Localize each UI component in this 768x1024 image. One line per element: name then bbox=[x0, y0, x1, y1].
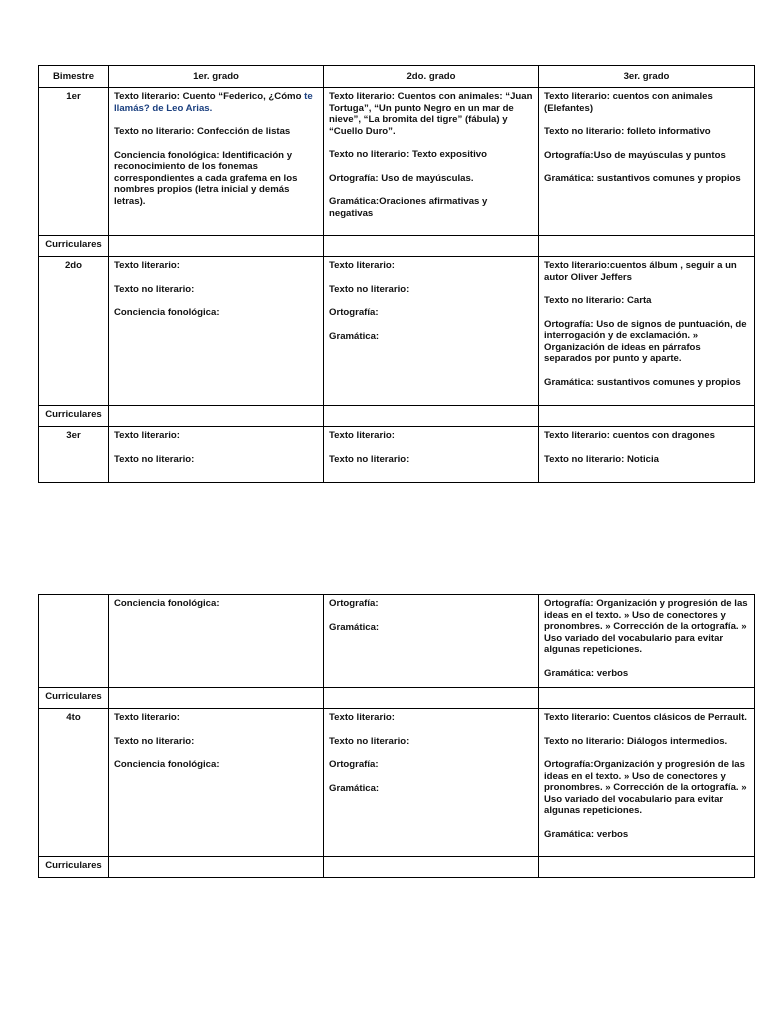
curriculares-row bbox=[39, 406, 755, 427]
cell-line: Gramática: sustantivos comunes y propios bbox=[544, 173, 741, 184]
cell-line: Ortografía: bbox=[329, 759, 379, 770]
grade-2-cell bbox=[324, 709, 539, 857]
header-grade-1: 1er. grado bbox=[109, 66, 324, 88]
empty-cell bbox=[539, 236, 755, 257]
planning-table-1 bbox=[38, 65, 755, 483]
empty-cell bbox=[324, 688, 539, 709]
period-cell: 3er bbox=[39, 427, 109, 483]
cell-line: Texto no literario: Diálogos intermedios. bbox=[544, 735, 728, 747]
empty-cell bbox=[324, 406, 539, 427]
cell-line: Texto literario: Cuentos con animales: “Juan Tortuga”, “Un punto Negro en un mar de nieve”, “La bromita del tigre” (fábula) y “Cuello Duro”. bbox=[329, 91, 533, 137]
grade-2-cell bbox=[324, 427, 539, 483]
curriculares-label: Curriculares bbox=[39, 688, 109, 709]
cell-line: Texto literario: Cuento “Federico, ¿Cómo te llamás? de Leo Arias. bbox=[114, 91, 313, 114]
grade-1-cell bbox=[109, 88, 324, 236]
cell-line: Texto no literario: Texto expositivo bbox=[329, 149, 487, 160]
grade-1-cell bbox=[109, 595, 324, 688]
grade-1-cell bbox=[109, 427, 324, 483]
empty-cell bbox=[109, 236, 324, 257]
grade-3-cell bbox=[539, 257, 755, 406]
header-grade-2: 2do. grado bbox=[324, 66, 539, 88]
empty-cell bbox=[324, 236, 539, 257]
cell-line: Gramática: bbox=[329, 621, 380, 633]
grade-3-cell bbox=[539, 88, 755, 236]
curriculares-label: Curriculares bbox=[39, 406, 109, 427]
curriculares-label: Curriculares bbox=[39, 857, 109, 878]
table-row bbox=[39, 427, 755, 483]
period-cell: 1er bbox=[39, 88, 109, 236]
cell-line: Conciencia fonológica: Identificación y reconocimiento de los fonemas correspondientes a cada grafema en los nombres propios (letra inicial y demás letras). bbox=[114, 149, 298, 207]
curriculares-row bbox=[39, 688, 755, 709]
cell-line: Texto literario: cuentos con animales (Elefantes) bbox=[544, 91, 713, 114]
planning-table-2 bbox=[38, 594, 755, 878]
empty-cell bbox=[324, 857, 539, 878]
cell-line: Texto no literario: bbox=[114, 283, 195, 295]
cell-line: Texto literario: bbox=[114, 260, 180, 271]
table-row bbox=[39, 257, 755, 406]
table-row bbox=[39, 88, 755, 236]
cell-line: Texto literario: cuentos con dragones bbox=[544, 430, 715, 441]
grade-2-cell bbox=[324, 257, 539, 406]
cell-line: Ortografía: Uso de mayúsculas. bbox=[329, 172, 474, 184]
header-bimestre: Bimestre bbox=[39, 66, 109, 88]
header-row bbox=[39, 66, 755, 88]
cell-line: Ortografía: bbox=[329, 598, 379, 609]
cell-line: Gramática: verbos bbox=[544, 667, 629, 679]
cell-line: Ortografía: bbox=[329, 307, 379, 318]
curriculares-row bbox=[39, 857, 755, 878]
grade-1-cell bbox=[109, 709, 324, 857]
grade-2-cell bbox=[324, 595, 539, 688]
cell-line: Texto literario:cuentos álbum , seguir a un autor Oliver Jeffers bbox=[544, 260, 737, 283]
cell-line: Ortografía: Organización y progresión de las ideas en el texto. » Uso de conectores y pronombres. » Corrección de la ortografía. » Uso variado del vocabulario para evitar algunas repeticiones. bbox=[544, 598, 748, 655]
cell-line: Texto literario: bbox=[329, 712, 395, 723]
cell-line: Conciencia fonológica: bbox=[114, 759, 220, 770]
empty-cell bbox=[109, 857, 324, 878]
cell-line: Ortografía:Uso de mayúsculas y puntos bbox=[544, 149, 726, 161]
cell-line: Texto no literario: Noticia bbox=[544, 453, 659, 465]
cell-line: Texto literario: bbox=[114, 712, 180, 723]
cell-line: Texto no literario: bbox=[329, 735, 410, 747]
cell-line: Texto no literario: folleto informativo bbox=[544, 126, 711, 137]
table-row bbox=[39, 709, 755, 857]
cell-line: Conciencia fonológica: bbox=[114, 598, 220, 609]
curriculares-row bbox=[39, 236, 755, 257]
author-reference: te llamás? de Leo Arias. bbox=[114, 91, 313, 114]
grade-3-cell bbox=[539, 595, 755, 688]
cell-line: Gramática: bbox=[329, 782, 380, 794]
cell-line: Texto literario: Cuentos clásicos de Perrault. bbox=[544, 712, 747, 723]
cell-line: Ortografía:Organización y progresión de las ideas en el texto. » Uso de conectores y pronombres. » Corrección de la ortografía. » Uso variado del vocabulario para evitar algunas repeticiones. bbox=[544, 759, 747, 816]
cell-line: Ortografía: Uso de signos de puntuación, de interrogación y de exclamación. » Organización de ideas en párrafos separados por punto y aparte. bbox=[544, 318, 747, 364]
cell-line: Texto no literario: Carta bbox=[544, 295, 652, 306]
cell-line: Texto literario: bbox=[329, 260, 395, 271]
cell-line: Texto no literario: bbox=[329, 283, 410, 295]
cell-line: Texto literario: bbox=[114, 430, 180, 441]
cell-line: Texto no literario: bbox=[114, 453, 195, 465]
cell-line: Conciencia fonológica: bbox=[114, 307, 220, 318]
empty-cell bbox=[539, 406, 755, 427]
grade-1-cell bbox=[109, 257, 324, 406]
cell-line: Texto no literario: bbox=[114, 735, 195, 747]
header-grade-3: 3er. grado bbox=[539, 66, 755, 88]
empty-cell bbox=[539, 857, 755, 878]
cell-line: Gramática:Oraciones afirmativas y negativas bbox=[329, 196, 488, 219]
cell-line: Texto literario: bbox=[329, 430, 395, 441]
grade-2-cell bbox=[324, 88, 539, 236]
cell-line: Gramática: sustantivos comunes y propios bbox=[544, 376, 741, 388]
period-cell: 4to bbox=[39, 709, 109, 857]
cell-line: Gramática: verbos bbox=[544, 828, 629, 840]
period-cell: 2do bbox=[39, 257, 109, 406]
grade-3-cell bbox=[539, 709, 755, 857]
grade-3-cell bbox=[539, 427, 755, 483]
cell-line: Texto no literario: bbox=[329, 453, 410, 465]
period-cell bbox=[39, 595, 109, 688]
empty-cell bbox=[109, 406, 324, 427]
empty-cell bbox=[539, 688, 755, 709]
cell-line: Texto no literario: Confección de listas bbox=[114, 126, 291, 137]
empty-cell bbox=[109, 688, 324, 709]
curriculares-label: Curriculares bbox=[39, 236, 109, 257]
table-row bbox=[39, 595, 755, 688]
cell-line: Gramática: bbox=[329, 330, 380, 342]
